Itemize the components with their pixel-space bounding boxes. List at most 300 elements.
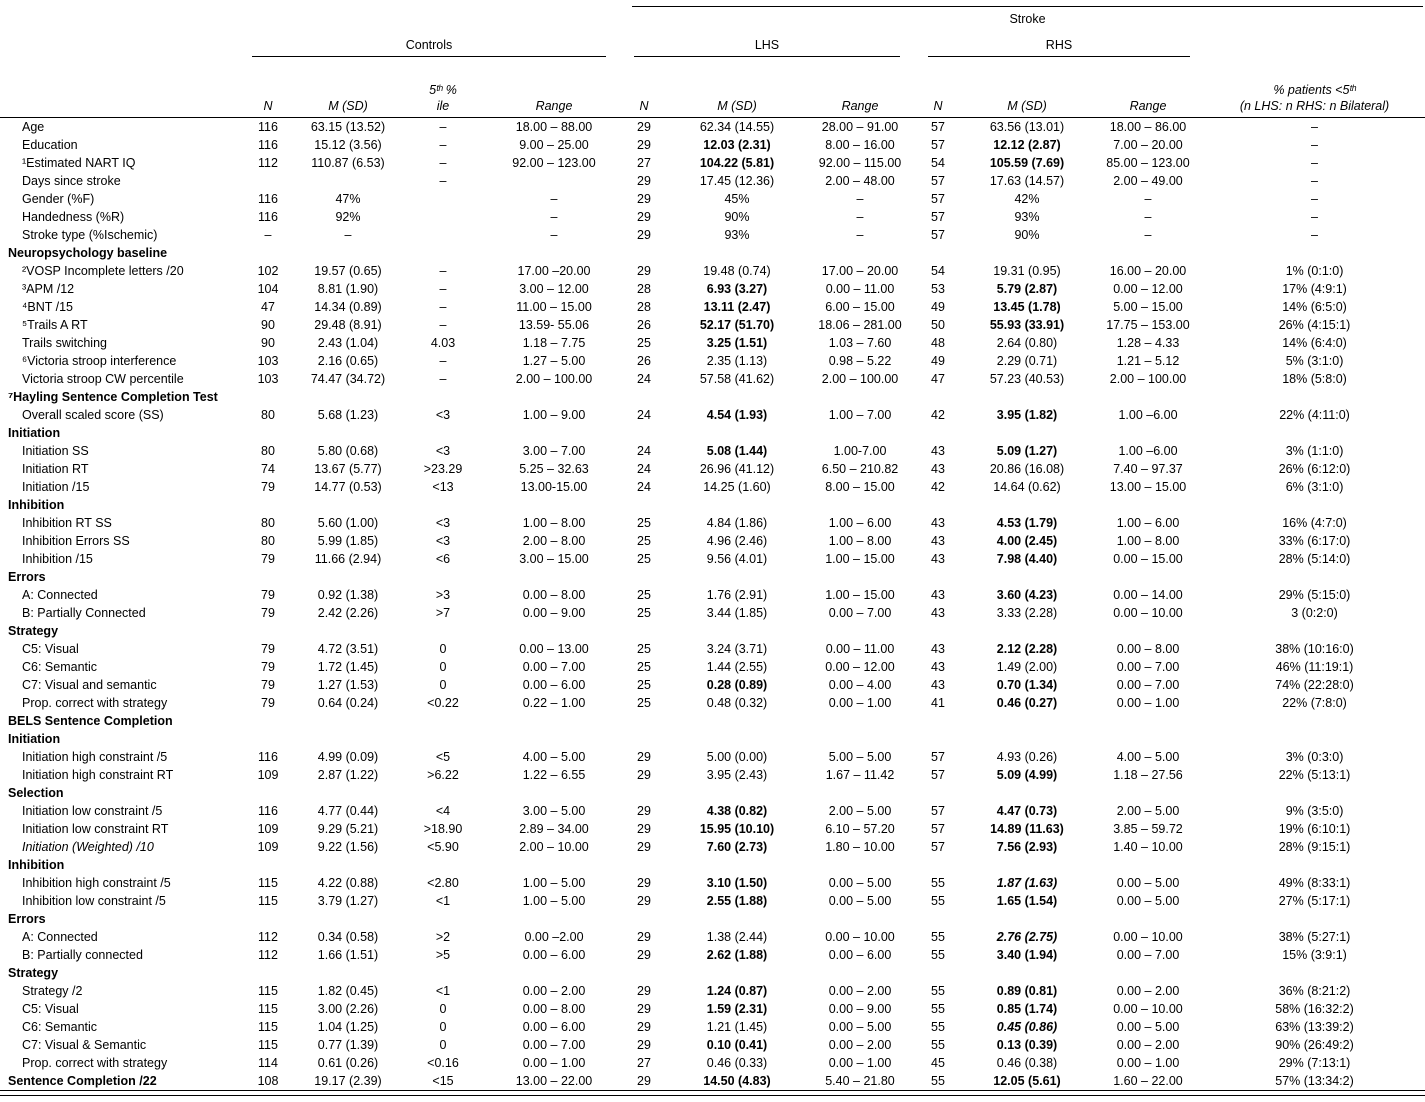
section-row bbox=[0, 964, 1425, 982]
cell: 109 bbox=[257, 822, 279, 836]
cell: 0.00 – 1.00 bbox=[1116, 1056, 1180, 1070]
cell: 74% (22:28:0) bbox=[1275, 678, 1354, 692]
cell: 6.93 (3.27) bbox=[706, 282, 768, 296]
cell: 0.00 – 5.00 bbox=[828, 894, 892, 908]
cell: 15% (3:9:1) bbox=[1282, 948, 1347, 962]
cell: 90% (26:49:2) bbox=[1275, 1038, 1354, 1052]
row-label: Initiation /15 bbox=[22, 480, 90, 494]
cell: >5 bbox=[435, 948, 451, 962]
cell: 79 bbox=[261, 606, 275, 620]
cell: 1% (0:1:0) bbox=[1285, 264, 1344, 278]
row-label: ⁶Victoria stroop interference bbox=[22, 354, 177, 368]
cell: 26 bbox=[637, 318, 651, 332]
cell: 43 bbox=[931, 444, 945, 458]
cell: 5.79 (2.87) bbox=[996, 282, 1058, 296]
cell: 41 bbox=[931, 696, 945, 710]
cell: 0.00 – 9.00 bbox=[522, 606, 586, 620]
group-rhs bbox=[928, 36, 1190, 57]
cell: – bbox=[1311, 120, 1318, 134]
cell: 26.96 (41.12) bbox=[699, 462, 775, 476]
row-label: Prop. correct with strategy bbox=[22, 696, 168, 710]
cell: 54 bbox=[931, 156, 945, 170]
cell: 4.00 – 5.00 bbox=[522, 750, 586, 764]
cell: >2 bbox=[435, 930, 451, 944]
row-label: Inhibition Errors SS bbox=[22, 534, 130, 548]
cell: 2.42 (2.26) bbox=[317, 606, 379, 620]
cell: – bbox=[439, 282, 447, 296]
cell: 116 bbox=[258, 210, 278, 224]
cell: 79 bbox=[261, 480, 275, 494]
cell: 5% (3:1:0) bbox=[1285, 354, 1344, 368]
cell: – bbox=[550, 210, 558, 224]
cell: 49% (8:33:1) bbox=[1278, 876, 1351, 890]
cell: 24 bbox=[637, 480, 651, 494]
cell: <6 bbox=[435, 552, 451, 566]
cell: 46% (11:19:1) bbox=[1275, 660, 1354, 674]
cell: 55 bbox=[931, 984, 945, 998]
section-label: Initiation bbox=[8, 426, 61, 440]
cell: 5.68 (1.23) bbox=[317, 408, 379, 422]
group-header-row bbox=[0, 36, 1425, 62]
cell: 115 bbox=[258, 1002, 278, 1016]
cell: 57.58 (41.62) bbox=[699, 372, 775, 386]
cell: 1.00 – 15.00 bbox=[825, 552, 895, 566]
row-label: ³APM /12 bbox=[22, 282, 75, 296]
cell bbox=[398, 190, 488, 208]
row-label: Initiation low constraint /5 bbox=[22, 804, 163, 818]
table-row bbox=[0, 514, 1425, 532]
cell: 0.89 (0.81) bbox=[996, 984, 1058, 998]
cell: 57 bbox=[931, 120, 945, 134]
cell: 43 bbox=[931, 660, 945, 674]
cell: 58% (16:32:2) bbox=[1275, 1002, 1354, 1016]
section-label: Initiation bbox=[8, 732, 61, 746]
cell: 13.00 – 22.00 bbox=[488, 1072, 620, 1091]
cell: 2.64 (0.80) bbox=[996, 336, 1058, 350]
cell: <3 bbox=[435, 408, 451, 422]
cell: 1.00-7.00 bbox=[833, 444, 887, 458]
cell: 1.27 – 5.00 bbox=[522, 354, 586, 368]
cell: 29 bbox=[637, 804, 651, 818]
cell bbox=[398, 208, 488, 226]
cell: 38% (5:27:1) bbox=[1278, 930, 1351, 944]
cell: 17.75 – 153.00 bbox=[1106, 318, 1190, 332]
cell: 25 bbox=[637, 660, 651, 674]
cell: <4 bbox=[435, 804, 451, 818]
cell: 48 bbox=[931, 336, 945, 350]
cell: 55 bbox=[931, 876, 945, 890]
cell: 5.40 – 21.80 bbox=[806, 1072, 914, 1091]
section-label: ⁷Hayling Sentence Completion Test bbox=[8, 390, 218, 404]
cell: 57 bbox=[931, 174, 945, 188]
cell: 4.00 (2.45) bbox=[996, 534, 1058, 548]
cell: – bbox=[856, 228, 864, 242]
cell: 62.34 (14.55) bbox=[699, 120, 775, 134]
cell: 0.00 – 12.00 bbox=[825, 660, 895, 674]
section-label: BELS Sentence Completion bbox=[8, 714, 173, 728]
row-label: ²VOSP Incomplete letters /20 bbox=[22, 264, 184, 278]
cell: 0.00 – 7.00 bbox=[1116, 948, 1180, 962]
cell: – bbox=[344, 228, 352, 242]
colhead-5th-line1: 5ᵗʰ % bbox=[429, 83, 457, 97]
cell: 2.43 (1.04) bbox=[317, 336, 379, 350]
cell: 43 bbox=[931, 534, 945, 548]
cell: 1.00 – 8.00 bbox=[828, 534, 892, 548]
cell: 0.46 (0.33) bbox=[706, 1056, 768, 1070]
cell: 0.00 – 14.00 bbox=[1113, 588, 1183, 602]
cell: 25 bbox=[637, 516, 651, 530]
cell: 14% (6:5:0) bbox=[1282, 300, 1347, 314]
table-row bbox=[0, 586, 1425, 604]
cell: 80 bbox=[261, 534, 275, 548]
cell: 112 bbox=[258, 156, 278, 170]
cell: >7 bbox=[435, 606, 451, 620]
cell: 0.00 – 6.00 bbox=[828, 948, 892, 962]
cell: 79 bbox=[261, 642, 275, 656]
cell: 4.22 (0.88) bbox=[317, 876, 379, 890]
cell: 0.00 – 5.00 bbox=[1116, 1020, 1180, 1034]
cell: 17.00 –20.00 bbox=[517, 264, 591, 278]
cell: – bbox=[439, 120, 447, 134]
cell: 25 bbox=[637, 642, 651, 656]
cell: >3 bbox=[435, 588, 451, 602]
cell: 57.23 (40.53) bbox=[989, 372, 1065, 386]
cell: 5.60 (1.00) bbox=[317, 516, 379, 530]
row-label: ⁵Trails A RT bbox=[22, 318, 88, 332]
cell: 0.00 – 7.00 bbox=[1116, 660, 1180, 674]
cell: 17.00 – 20.00 bbox=[821, 264, 899, 278]
cell: 115 bbox=[258, 894, 278, 908]
row-label: C5: Visual bbox=[22, 642, 79, 656]
section-row bbox=[0, 730, 1425, 748]
cell: 3.85 – 59.72 bbox=[1113, 822, 1183, 836]
cell: 29 bbox=[637, 948, 651, 962]
cell: 3.60 (4.23) bbox=[996, 588, 1058, 602]
row-label: Age bbox=[22, 120, 45, 134]
colhead-lhs-n: N bbox=[620, 62, 668, 118]
cell: – bbox=[1311, 156, 1318, 170]
cell: 0.00 – 10.00 bbox=[825, 930, 895, 944]
cell: 29 bbox=[637, 768, 651, 782]
cell: 43 bbox=[931, 588, 945, 602]
cell: 0.00 –2.00 bbox=[524, 930, 584, 944]
cell: 47% bbox=[335, 192, 361, 206]
cell: 1.00 – 6.00 bbox=[828, 516, 892, 530]
table-row bbox=[0, 442, 1425, 460]
group-lhs-cell bbox=[620, 36, 914, 62]
cell: 1.59 (2.31) bbox=[706, 1002, 768, 1016]
row-label: Inhibition /15 bbox=[22, 552, 93, 566]
cell: 1.00 – 8.00 bbox=[1116, 534, 1180, 548]
cell: 29 bbox=[637, 228, 651, 242]
table-row bbox=[0, 1036, 1425, 1054]
cell: 24 bbox=[637, 408, 651, 422]
cell: 54 bbox=[931, 264, 945, 278]
section-label: Selection bbox=[8, 786, 64, 800]
table-row bbox=[0, 208, 1425, 226]
cell: 57 bbox=[931, 840, 945, 854]
cell: 92.00 – 123.00 bbox=[512, 156, 596, 170]
cell: 25 bbox=[637, 588, 651, 602]
section-row bbox=[0, 568, 1425, 586]
cell: 19.57 (0.65) bbox=[314, 264, 382, 278]
cell: 0.00 – 5.00 bbox=[1116, 894, 1180, 908]
cell: 0.61 (0.26) bbox=[317, 1056, 379, 1070]
table-row bbox=[0, 1054, 1425, 1072]
cell: <0.22 bbox=[427, 696, 459, 710]
table-row bbox=[0, 676, 1425, 694]
cell: 7.56 (2.93) bbox=[996, 840, 1058, 854]
cell: 1.60 – 22.00 bbox=[1092, 1072, 1204, 1091]
cell: 3 (0:2:0) bbox=[1291, 606, 1338, 620]
table-row bbox=[0, 928, 1425, 946]
cell: 8.00 – 15.00 bbox=[825, 480, 895, 494]
cell: 22% (5:13:1) bbox=[1278, 768, 1351, 782]
cell: 29 bbox=[637, 876, 651, 890]
cell: 2.00 – 100.00 bbox=[821, 372, 899, 386]
table-row bbox=[0, 316, 1425, 334]
cell: 0.46 (0.38) bbox=[996, 1056, 1058, 1070]
cell: – bbox=[1311, 210, 1318, 224]
cell: – bbox=[1144, 192, 1152, 206]
table-row bbox=[0, 1072, 1425, 1091]
cell: 5.00 – 15.00 bbox=[1113, 300, 1183, 314]
cell: 16.00 – 20.00 bbox=[1109, 264, 1187, 278]
cell: 11.66 (2.94) bbox=[314, 552, 382, 566]
cell: <3 bbox=[435, 534, 451, 548]
cell: 29.48 (8.91) bbox=[314, 318, 382, 332]
cell: 93% bbox=[1014, 210, 1040, 224]
cell: 1.18 – 7.75 bbox=[522, 336, 586, 350]
cell: 25 bbox=[637, 606, 651, 620]
cell: 3.95 (2.43) bbox=[706, 768, 768, 782]
cell: 0 bbox=[439, 1020, 447, 1034]
cell: 80 bbox=[261, 516, 275, 530]
cell: 2.76 (2.75) bbox=[996, 930, 1058, 944]
cell: 29 bbox=[637, 264, 651, 278]
table-row bbox=[0, 802, 1425, 820]
cell: 1.04 (1.25) bbox=[317, 1020, 379, 1034]
cell: 104.22 (5.81) bbox=[699, 156, 775, 170]
table-row bbox=[0, 406, 1425, 424]
cell: 5.99 (1.85) bbox=[317, 534, 379, 548]
cell: 0.00 – 10.00 bbox=[1113, 930, 1183, 944]
colhead-rhs-n: N bbox=[914, 62, 962, 118]
row-label: C7: Visual and semantic bbox=[22, 678, 157, 692]
row-label: Stroke type (%Ischemic) bbox=[22, 228, 158, 242]
cell: 12.03 (2.31) bbox=[703, 138, 771, 152]
cell: 13.00 – 15.00 bbox=[1109, 480, 1187, 494]
cell: 0.00 – 1.00 bbox=[828, 1056, 892, 1070]
cell: 19.48 (0.74) bbox=[703, 264, 771, 278]
cell: 1.00 – 7.00 bbox=[828, 408, 892, 422]
section-row bbox=[0, 910, 1425, 928]
cell: 63.56 (13.01) bbox=[989, 120, 1065, 134]
section-label: Errors bbox=[8, 912, 46, 926]
row-label: Initiation high constraint RT bbox=[22, 768, 174, 782]
cell: 29% (5:15:0) bbox=[1278, 588, 1351, 602]
stroke-spanner-cell bbox=[620, 6, 1425, 36]
cell: 18.00 – 86.00 bbox=[1109, 120, 1187, 134]
group-rhs-label: RHS bbox=[1045, 38, 1073, 52]
row-label: Education bbox=[22, 138, 78, 152]
cell: 102 bbox=[257, 264, 279, 278]
cell: 115 bbox=[258, 1038, 278, 1052]
cell: 57 bbox=[931, 750, 945, 764]
row-label: Gender (%F) bbox=[22, 192, 95, 206]
group-controls-label: Controls bbox=[405, 38, 453, 52]
cell: 79 bbox=[261, 696, 275, 710]
cell: 22% (7:8:0) bbox=[1282, 696, 1347, 710]
cell: 1.65 (1.54) bbox=[996, 894, 1058, 908]
cell: 24 bbox=[637, 372, 651, 386]
cell: 3.00 – 12.00 bbox=[519, 282, 589, 296]
cell: 52.17 (51.70) bbox=[699, 318, 775, 332]
cell: 1.44 (2.55) bbox=[706, 660, 768, 674]
cell: 2.00 – 5.00 bbox=[828, 804, 892, 818]
cell: 4.93 (0.26) bbox=[996, 750, 1058, 764]
cell: 7.00 – 20.00 bbox=[1113, 138, 1183, 152]
cell: 0.00 – 10.00 bbox=[1113, 606, 1183, 620]
colhead-rhs-range: Range bbox=[1092, 62, 1204, 118]
colhead-5th-line2: ile bbox=[436, 99, 450, 113]
cell: 0.00 – 5.00 bbox=[828, 1020, 892, 1034]
cell: 0.00 – 2.00 bbox=[828, 984, 892, 998]
colhead-patients-line2: (n LHS: n RHS: n Bilateral) bbox=[1239, 99, 1390, 113]
cell: 24 bbox=[637, 444, 651, 458]
cell: 5.00 – 5.00 bbox=[828, 750, 892, 764]
cell: 0.13 (0.39) bbox=[996, 1038, 1058, 1052]
cell: 9.00 – 25.00 bbox=[519, 138, 589, 152]
cell: 43 bbox=[931, 552, 945, 566]
table-row bbox=[0, 1018, 1425, 1036]
table-row bbox=[0, 838, 1425, 856]
cell: 42 bbox=[931, 408, 945, 422]
colhead-controls-msd: M (SD) bbox=[298, 62, 398, 118]
cell: 0.98 – 5.22 bbox=[828, 354, 892, 368]
cell: 115 bbox=[258, 876, 278, 890]
cell: 57 bbox=[931, 804, 945, 818]
cell: 55 bbox=[914, 1072, 962, 1091]
cell: 3.79 (1.27) bbox=[317, 894, 379, 908]
cell: <1 bbox=[435, 984, 451, 998]
cell: 3.44 (1.85) bbox=[706, 606, 768, 620]
cell: 80 bbox=[261, 444, 275, 458]
group-lhs bbox=[634, 36, 900, 57]
cell: 1.40 – 10.00 bbox=[1113, 840, 1183, 854]
cell: 47 bbox=[931, 372, 945, 386]
cell: 1.00 –6.00 bbox=[1118, 408, 1178, 422]
row-label: Initiation high constraint /5 bbox=[22, 750, 168, 764]
cell: 0.00 – 6.00 bbox=[522, 1020, 586, 1034]
cell: 57% (13:34:2) bbox=[1204, 1072, 1425, 1091]
cell: 2.00 – 48.00 bbox=[825, 174, 895, 188]
cell: – bbox=[1311, 138, 1318, 152]
cell: 0.00 – 5.00 bbox=[1116, 876, 1180, 890]
cell: 90 bbox=[261, 336, 275, 350]
stroke-spanner-label: Stroke bbox=[1009, 12, 1046, 26]
cell: 8.81 (1.90) bbox=[317, 282, 379, 296]
colhead-rhs-msd: M (SD) bbox=[962, 62, 1092, 118]
cell: <5.90 bbox=[427, 840, 459, 854]
row-label: Initiation RT bbox=[22, 462, 89, 476]
cell: 16% (4:7:0) bbox=[1282, 516, 1347, 530]
table-row bbox=[0, 460, 1425, 478]
cell: 109 bbox=[257, 768, 279, 782]
cell: 14.25 (1.60) bbox=[703, 480, 771, 494]
cell: 18.06 – 281.00 bbox=[818, 318, 902, 332]
cell: 9.29 (5.21) bbox=[317, 822, 379, 836]
colhead-patients-below-5th bbox=[1204, 62, 1425, 118]
cell: 13.45 (1.78) bbox=[993, 300, 1061, 314]
row-label: Inhibition high constraint /5 bbox=[22, 876, 171, 890]
cell: 45% bbox=[724, 192, 750, 206]
cell: 0.00 – 12.00 bbox=[1113, 282, 1183, 296]
group-controls bbox=[252, 36, 606, 57]
cell: 55 bbox=[931, 1020, 945, 1034]
cell: 13.11 (2.47) bbox=[703, 300, 771, 314]
cell: 2.00 – 5.00 bbox=[1116, 804, 1180, 818]
cell: 79 bbox=[261, 678, 275, 692]
cell: 7.60 (2.73) bbox=[706, 840, 768, 854]
cell: 1.00 – 5.00 bbox=[522, 894, 586, 908]
group-spacer bbox=[0, 36, 238, 62]
cell: 49 bbox=[931, 300, 945, 314]
cell: 50 bbox=[931, 318, 945, 332]
row-label: Days since stroke bbox=[22, 174, 121, 188]
cell: 1.76 (2.91) bbox=[706, 588, 768, 602]
cell: 6.50 – 210.82 bbox=[821, 462, 899, 476]
cell: 0.00 – 15.00 bbox=[1113, 552, 1183, 566]
cell: 4.47 (0.73) bbox=[996, 804, 1058, 818]
table-row bbox=[0, 604, 1425, 622]
cell: 49 bbox=[931, 354, 945, 368]
cell: 57 bbox=[931, 228, 945, 242]
cell: 55 bbox=[931, 948, 945, 962]
row-label: Initiation (Weighted) /10 bbox=[22, 840, 154, 854]
cell: 0.00 – 5.00 bbox=[828, 876, 892, 890]
cell: 53 bbox=[931, 282, 945, 296]
cell: – bbox=[439, 264, 447, 278]
cell: 29 bbox=[637, 210, 651, 224]
cell: 108 bbox=[238, 1072, 298, 1091]
row-label: Strategy /2 bbox=[22, 984, 83, 998]
cell: 14.64 (0.62) bbox=[993, 480, 1061, 494]
cell: 28 bbox=[637, 300, 651, 314]
cell: – bbox=[550, 228, 558, 242]
cell: 14.89 (11.63) bbox=[990, 822, 1064, 836]
row-label: A: Connected bbox=[22, 930, 98, 944]
cell: <0.16 bbox=[427, 1056, 459, 1070]
cell: 4.38 (0.82) bbox=[706, 804, 768, 818]
cell: – bbox=[1144, 228, 1152, 242]
cell: – bbox=[856, 210, 864, 224]
cell: 29 bbox=[637, 1020, 651, 1034]
row-label: B: Partially connected bbox=[22, 948, 143, 962]
cell: 1.72 (1.45) bbox=[317, 660, 379, 674]
cell: 55 bbox=[931, 1002, 945, 1016]
cell: 0 bbox=[439, 1038, 447, 1052]
cell: 25 bbox=[637, 678, 651, 692]
cell: 80 bbox=[261, 408, 275, 422]
row-label: Inhibition low constraint /5 bbox=[22, 894, 166, 908]
cell bbox=[398, 226, 488, 244]
cell: >23.29 bbox=[423, 462, 463, 476]
group-controls-cell bbox=[238, 36, 620, 62]
cell: <5 bbox=[435, 750, 451, 764]
cell: 5.09 (4.99) bbox=[996, 768, 1058, 782]
cell: – bbox=[439, 156, 447, 170]
